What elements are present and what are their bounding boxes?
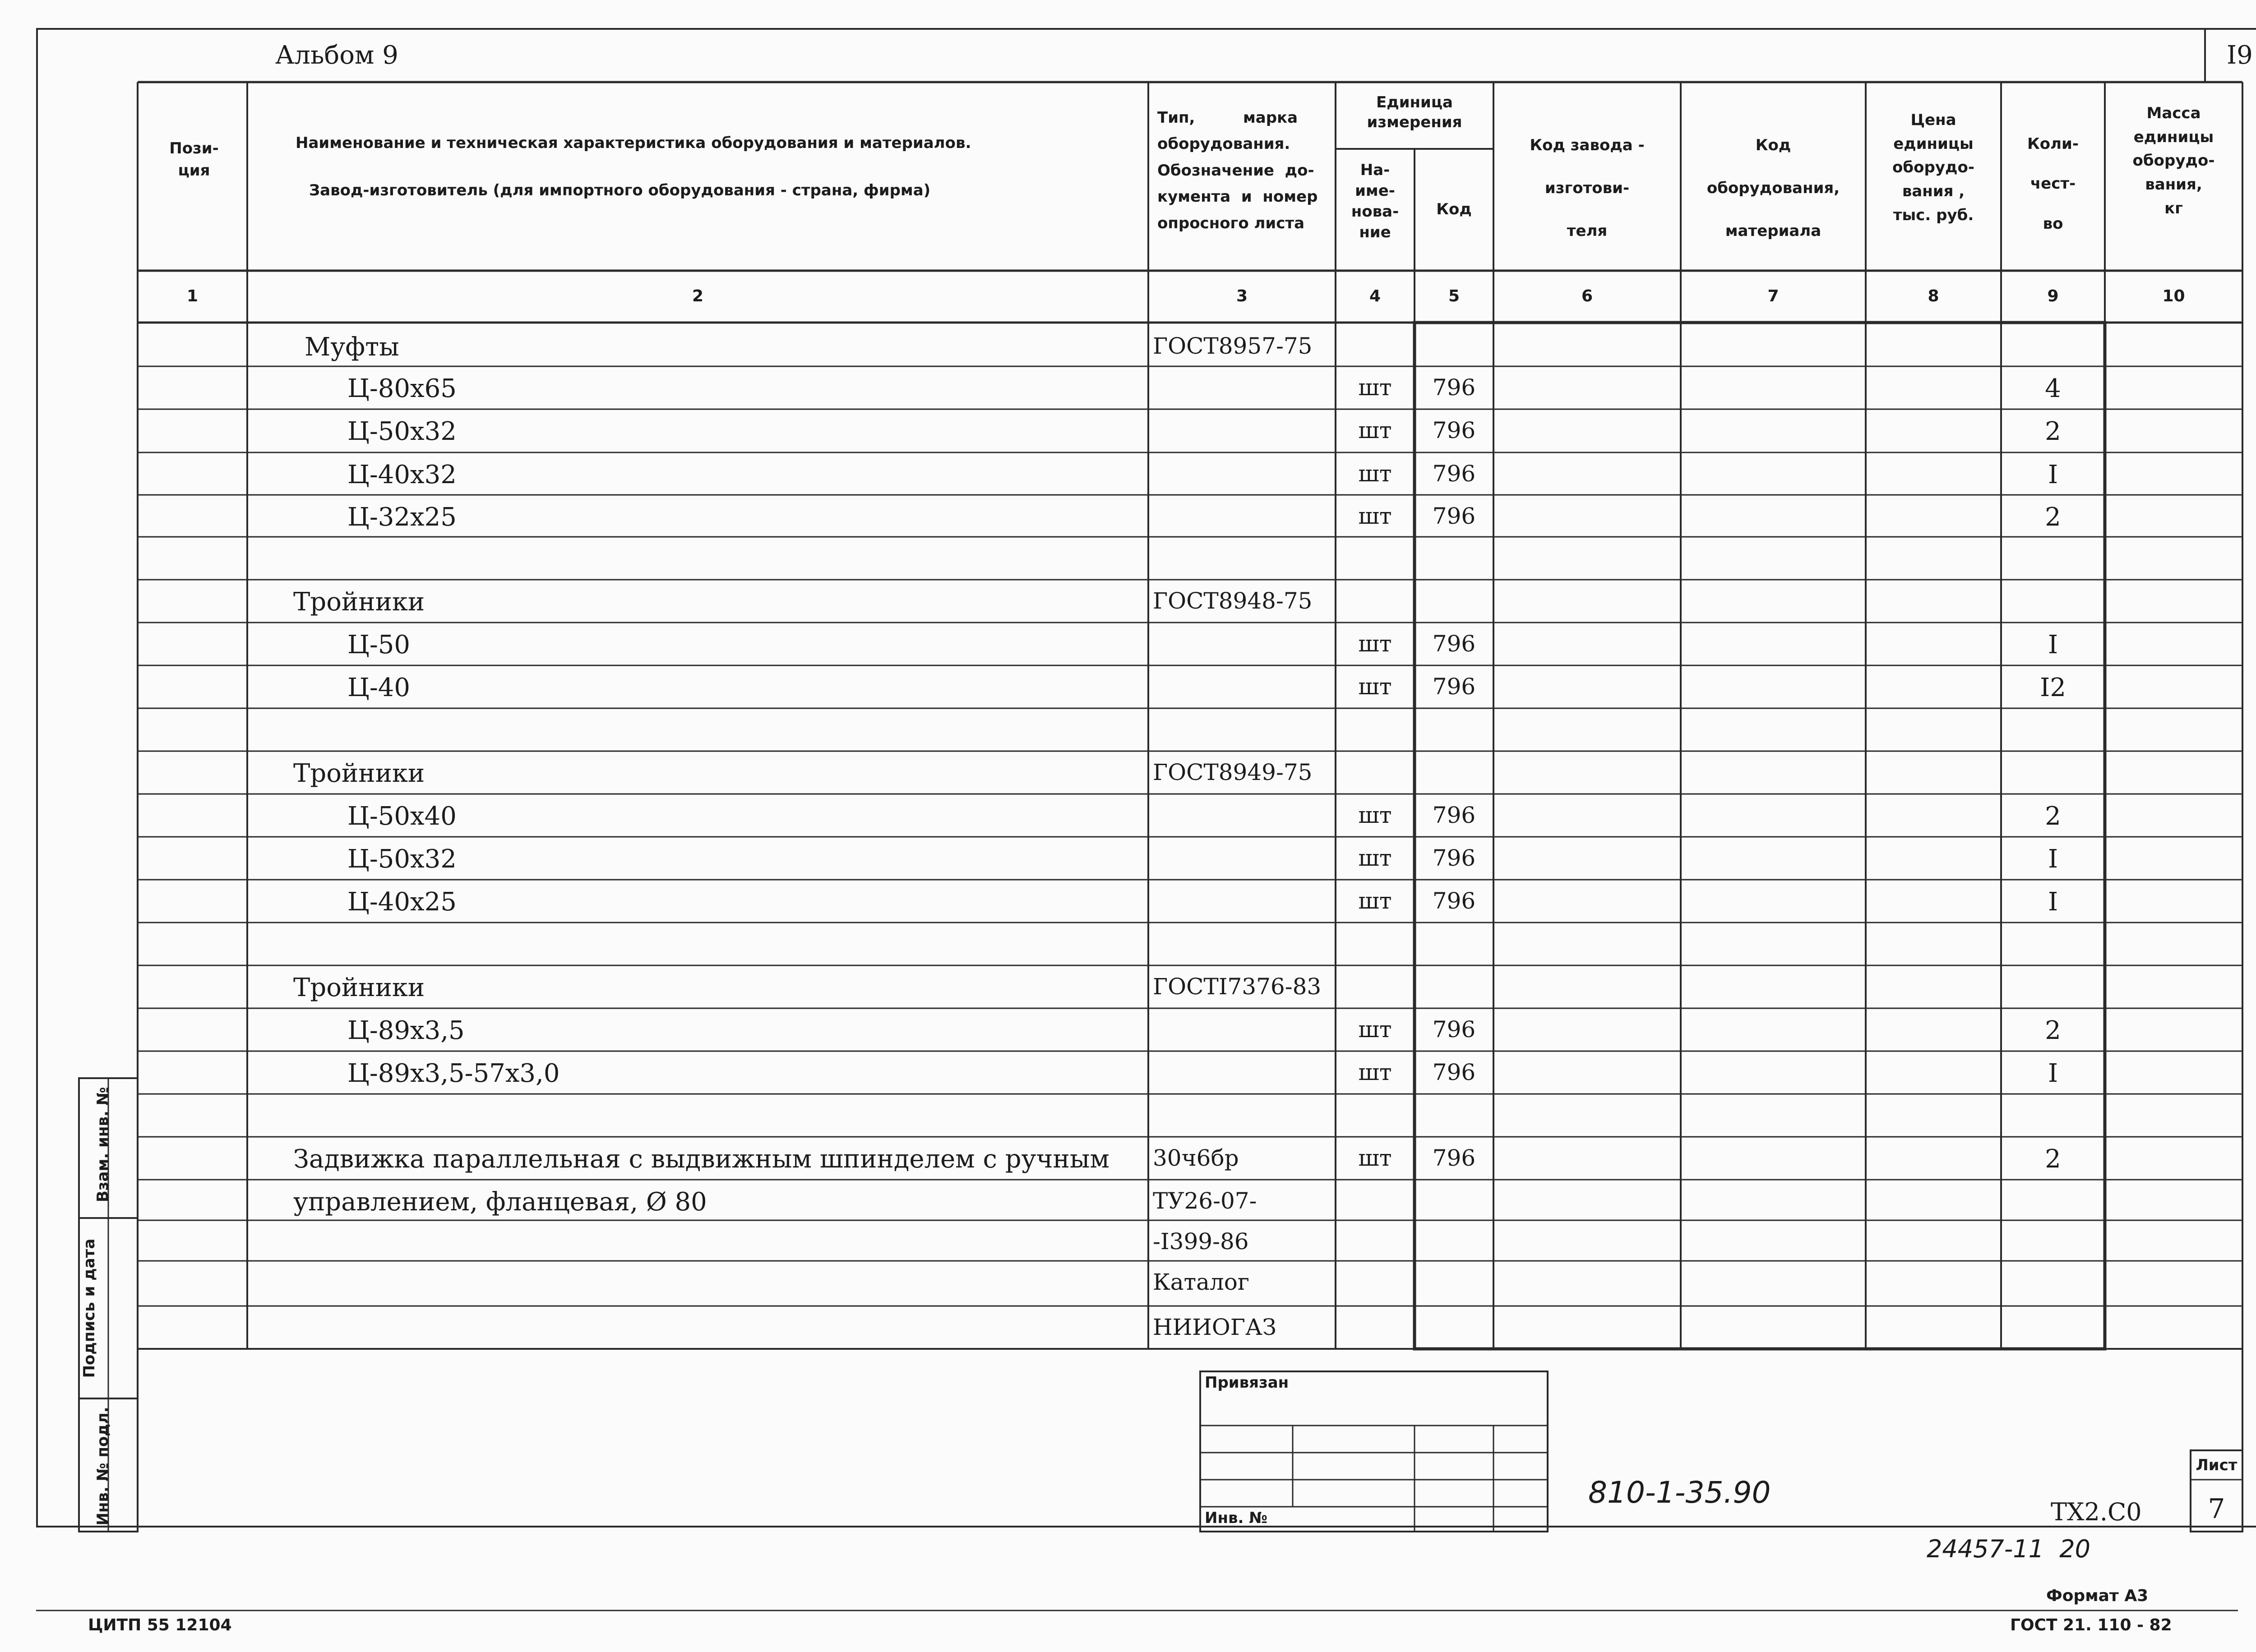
header-type: Тип, марка оборудования. Обозначение до- кумента и номер опросного листа <box>1157 109 1318 232</box>
row-qty: I <box>2048 630 2058 660</box>
col-number: 5 <box>1448 287 1460 305</box>
col-number: 9 <box>2047 287 2059 305</box>
header-name-line2: Завод-изготовитель (для импортного оборудования - страна, фирма) <box>309 181 931 199</box>
row-unit: шт <box>1358 1059 1392 1085</box>
col-number: 10 <box>2162 287 2185 305</box>
row-type: НИИОГАЗ <box>1153 1314 1276 1340</box>
row-type: -I399-86 <box>1153 1228 1249 1255</box>
row-type: ГОСТI7376-83 <box>1153 974 1322 1000</box>
row-type: ГОСТ8948-75 <box>1153 588 1313 614</box>
row-name: Ц-40х32 <box>347 460 457 489</box>
header-unit-name: На- име- нова- ние <box>1351 161 1399 241</box>
row-name: Ц-40х25 <box>347 887 457 917</box>
col-number: 4 <box>1369 287 1381 305</box>
row-qty: 4 <box>2045 374 2061 403</box>
stamp-tied: Привязан <box>1205 1374 1289 1392</box>
footer-gost: ГОСТ 21. 110 - 82 <box>2010 1616 2172 1634</box>
doc-code: ТХ2.С0 <box>2051 1498 2142 1526</box>
row-code: 796 <box>1432 631 1476 657</box>
header-mass: Масса единицы оборудо- вания, кг <box>2132 104 2215 217</box>
header-unit: Единица измерения <box>1367 93 1462 132</box>
row-unit: шт <box>1358 374 1392 401</box>
sheet-number: 7 <box>2208 1493 2225 1525</box>
row-name: Ц-50х32 <box>347 417 457 446</box>
row-unit: шт <box>1358 417 1392 443</box>
header-position: Пози- ция <box>169 139 219 180</box>
row-name: Тройники <box>293 973 425 1002</box>
row-code: 796 <box>1432 503 1476 529</box>
row-name: Ц-50х32 <box>347 844 457 874</box>
row-name: Ц-89х3,5 <box>347 1016 465 1045</box>
row-type: ГОСТ8957-75 <box>1153 333 1313 359</box>
row-qty: I <box>2048 1059 2058 1088</box>
row-name: Ц-40 <box>347 673 411 702</box>
row-qty: 2 <box>2045 503 2061 532</box>
header-equipment-code: Код оборудования, материала <box>1706 136 1840 240</box>
sheet-label: Лист <box>2196 1456 2238 1474</box>
row-qty: I <box>2048 887 2058 917</box>
row-qty: 2 <box>2045 417 2061 446</box>
col-number: 8 <box>1928 287 1939 305</box>
row-code: 796 <box>1432 1016 1476 1043</box>
row-code: 796 <box>1432 1145 1476 1171</box>
col-number: 6 <box>1581 287 1593 305</box>
row-code: 796 <box>1432 374 1476 401</box>
doc-number: 810-1-35.90 <box>1588 1475 1771 1510</box>
page-number-top: I9 <box>2227 41 2253 70</box>
side-label-original-inv: Инв. № подл. <box>94 1407 112 1526</box>
row-code: 796 <box>1432 1059 1476 1085</box>
row-name: Задвижка параллельная с выдвижным шпинделем с ручным <box>293 1144 1110 1174</box>
side-label-signature-date: Подпись и дата <box>80 1238 98 1378</box>
footer-format: Формат А3 <box>2046 1587 2149 1605</box>
row-name: Ц-32х25 <box>347 503 457 532</box>
row-unit: шт <box>1358 503 1392 529</box>
row-code: 796 <box>1432 674 1476 700</box>
row-type: 30ч6бр <box>1153 1145 1239 1171</box>
album-title: Альбом 9 <box>275 41 398 70</box>
row-unit: шт <box>1358 1145 1392 1171</box>
row-unit: шт <box>1358 888 1392 914</box>
row-unit: шт <box>1358 1016 1392 1043</box>
row-unit: шт <box>1358 631 1392 657</box>
row-unit: шт <box>1358 461 1392 487</box>
row-type: Каталог <box>1153 1269 1250 1295</box>
row-name: Тройники <box>293 587 425 617</box>
row-qty: 2 <box>2045 1016 2061 1045</box>
row-type: ГОСТ8949-75 <box>1153 759 1313 785</box>
col-number: 7 <box>1767 287 1779 305</box>
side-label-replaced-inv: Взам. инв. № <box>94 1087 112 1202</box>
row-name: Муфты <box>305 332 399 362</box>
col-number: 2 <box>692 287 704 305</box>
stamp-inv: Инв. № <box>1205 1509 1268 1527</box>
col-number: 1 <box>186 287 199 305</box>
row-name: Ц-50 <box>347 630 411 660</box>
row-code: 796 <box>1432 461 1476 487</box>
row-unit: шт <box>1358 845 1392 871</box>
footer-left: ЦИТП 55 12104 <box>88 1616 232 1634</box>
row-code: 796 <box>1432 417 1476 443</box>
row-code: 796 <box>1432 802 1476 828</box>
row-qty: I <box>2048 460 2058 489</box>
header-factory-code: Код завода - изготови- теля <box>1530 136 1645 240</box>
header-name-line1: Наименование и техническая характеристика оборудования и материалов. <box>296 134 971 152</box>
row-name: Ц-89х3,5-57х3,0 <box>347 1059 560 1088</box>
row-qty: I2 <box>2040 673 2066 702</box>
row-name: Ц-50х40 <box>347 802 457 831</box>
row-name: Ц-80х65 <box>347 374 457 403</box>
header-unit-code: Код <box>1436 200 1472 218</box>
row-qty: 2 <box>2045 802 2061 831</box>
row-type: ТУ26-07- <box>1153 1188 1257 1214</box>
row-name: Тройники <box>293 759 425 788</box>
col-number: 3 <box>1236 287 1248 305</box>
row-qty: 2 <box>2045 1144 2061 1174</box>
row-unit: шт <box>1358 674 1392 700</box>
handwritten-number: 24457-11 20 <box>1927 1535 2091 1563</box>
row-qty: I <box>2048 844 2058 874</box>
header-price: Цена единицы оборудо- вания , тыс. руб. <box>1892 111 1974 224</box>
row-unit: шт <box>1358 802 1392 828</box>
row-code: 796 <box>1432 845 1476 871</box>
header-quantity: Коли- чест- во <box>2027 135 2079 233</box>
row-code: 796 <box>1432 888 1476 914</box>
row-name: управлением, фланцевая, Ø 80 <box>293 1187 707 1217</box>
